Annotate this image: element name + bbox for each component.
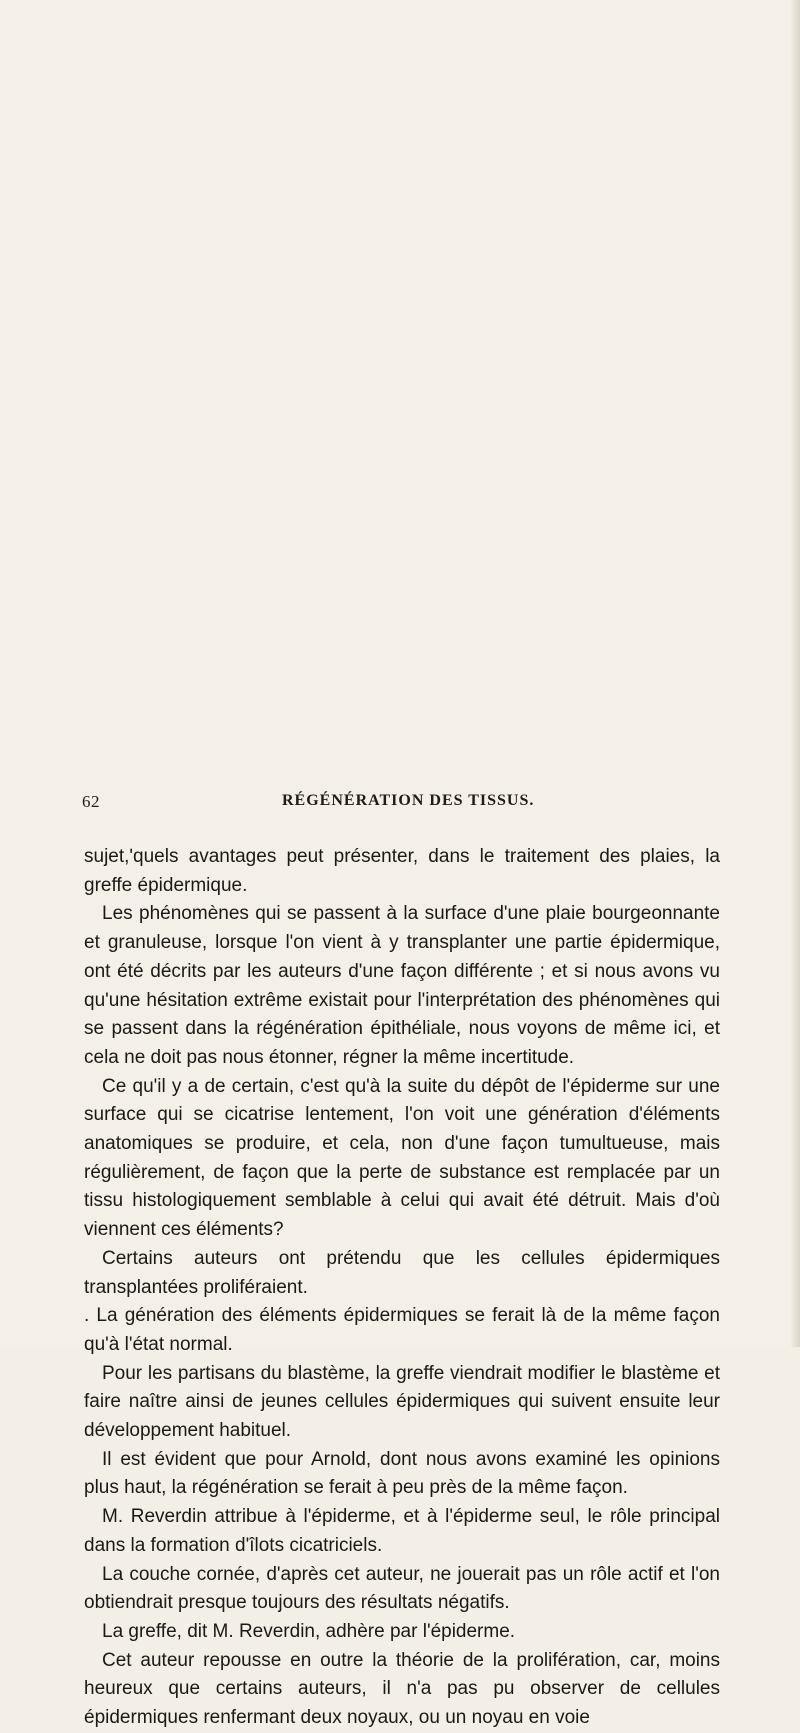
paragraph: M. Reverdin attribue à l'épiderme, et à l'épiderme seul, le rôle principal dans la formation d'îlots cicatriciels. [84, 1506, 720, 1556]
body-text [84, 843, 720, 1733]
running-head: RÉGÉNÉRATION DES TISSUS. [282, 792, 535, 809]
paragraph: La greffe, dit M. Reverdin, adhère par l'épiderme. [102, 1620, 516, 1642]
paragraph: Les phénomènes qui se passent à la surface d'une plaie bourgeonnante et granuleuse, lorsque l'on vient à y transplanter une partie épidermique, ont été décrits par les auteurs d'une façon différente ; et si nous avons vu qu'une hésitation extrême existait pour l'interprétation des phénomènes qui se passent dans la régénération épithéliale, nous voyons de même ici, et cela ne doit pas nous étonner, régner la même incertitude. [84, 903, 720, 1068]
paragraph: sujet,ʹquels avantages peut présenter, dans le traitement des plaies, la greffe épidermique. [84, 846, 720, 896]
page-header [82, 792, 722, 822]
paragraph: Certains auteurs ont prétendu que les cellules épidermiques transplantées proliféraient. [84, 1247, 720, 1298]
paragraph: . La génération des éléments épidermiques se ferait là de la même façon qu'à l'état normal. [84, 1305, 720, 1355]
page-number: 62 [82, 792, 100, 811]
paragraph: La couche cornée, d'après cet auteur, ne jouerait pas un rôle actif et l'on obtiendrait presque toujours des résultats négatifs. [84, 1563, 720, 1614]
paragraph: Cet auteur repousse en outre la théorie de la prolifération, car, moins heureux que certains auteurs, il n'a pas pu observer de cellules épidermiques renfermant deux noyaux, ou un noyau en voie [84, 1649, 720, 1729]
paragraph: Ce qu'il y a de certain, c'est qu'à la suite du dépôt de l'épiderme sur une surface qui se cicatrise lentement, l'on voit une génération d'éléments anatomiques se produire, et cela, non d'une façon tumultueuse, mais régulièrement, de façon que la perte de substance est remplacée par un tissu histologiquement semblable à celui qui avait été détruit. Mais d'où viennent ces éléments? [84, 1075, 720, 1241]
page-edge-shadow [790, 0, 800, 1347]
paragraph: Pour les partisans du blastème, la greffe viendrait modifier le blastème et faire naître ainsi de jeunes cellules épidermiques qui suivent ensuite leur développement habituel. [84, 1362, 720, 1442]
paragraph: Il est évident que pour Arnold, dont nous avons examiné les opinions plus haut, la régénération se ferait à peu près de la même façon. [84, 1448, 720, 1499]
